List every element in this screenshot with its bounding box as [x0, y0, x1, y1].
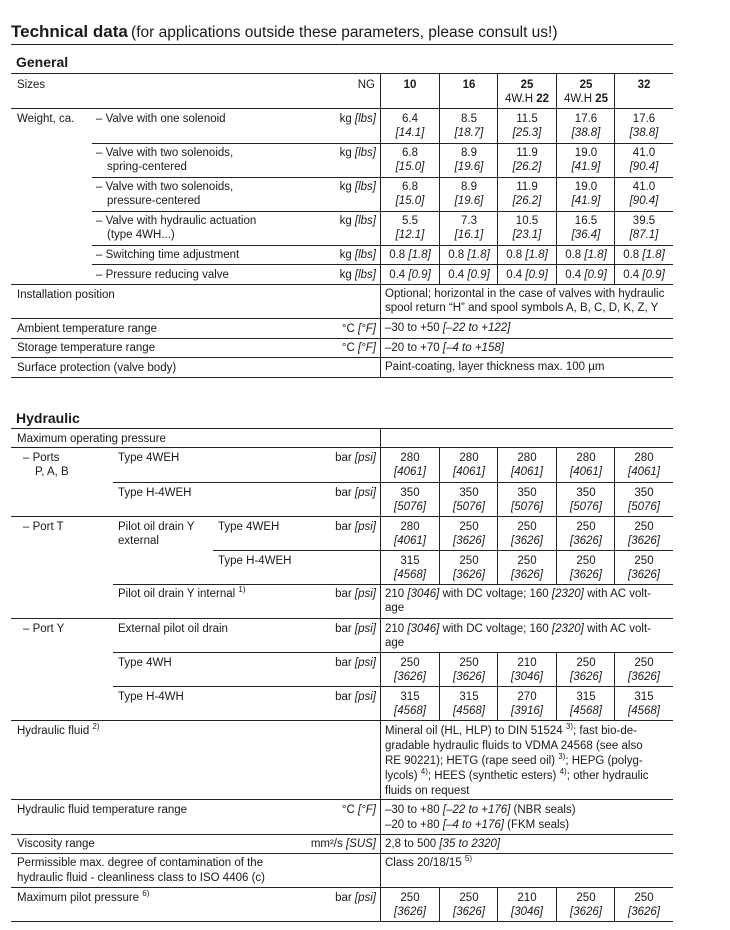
- divider: [92, 143, 673, 144]
- weight-cell: 8.5 [18.7]: [454, 113, 484, 139]
- column-divider: [614, 516, 615, 584]
- weight-desc: – Valve with two solenoids,: [96, 181, 234, 193]
- storage-value: –20 to +70 [–4 to +158]: [385, 342, 504, 354]
- weight-cell: 41.0 [90.4]: [629, 147, 659, 173]
- weight-cell: 19.0 [41.9]: [571, 181, 601, 207]
- weight-cell: 8.9 [19.6]: [454, 147, 484, 173]
- max-operating-pressure: Maximum operating pressure: [17, 433, 166, 445]
- pilot-max-cell: 250 [3626]: [570, 892, 602, 918]
- unit-bar-psi: bar [psi]: [335, 452, 376, 464]
- unit-bar-psi: bar [psi]: [335, 623, 376, 635]
- weight-cell: 19.0 [41.9]: [571, 147, 601, 173]
- weight-label: Weight, ca.: [17, 113, 75, 125]
- switching-label: – Switching time adjustment: [96, 249, 240, 261]
- port-t-label: – Port T: [23, 521, 64, 533]
- viscosity-label: Viscosity range: [17, 838, 95, 850]
- divider: [11, 887, 673, 888]
- unit-bar-psi: bar [psi]: [335, 588, 376, 600]
- t-4weh-cell: 250 [3626]: [453, 521, 485, 547]
- unit-c-f: °C [°F]: [341, 323, 376, 335]
- ports-pab-label: – Ports: [23, 452, 60, 464]
- fluid-line-2: gradable hydraulic fluids to VDMA 24568 (see also: [385, 740, 643, 752]
- installation-value-1: Optional; horizontal in the case of valves with hydraulic: [385, 288, 665, 300]
- sizes-label: Sizes: [17, 79, 46, 91]
- pilot-internal-label: Pilot oil drain Y internal $^{1)}$: [118, 585, 246, 600]
- weight-desc: – Valve with hydraulic actuation: [96, 215, 257, 227]
- section-general: General: [16, 54, 69, 70]
- column-divider: [380, 73, 381, 377]
- t-4weh-cell: 250 [3626]: [628, 521, 660, 547]
- viscosity-value: 2,8 to 500 [35 to 2320]: [385, 838, 501, 850]
- reducing-cell: 0.4 [0.9]: [389, 269, 431, 281]
- surface-label: Surface protection (valve body): [17, 362, 177, 374]
- ports-pab-label-2: P, A, B: [35, 466, 69, 478]
- column-divider: [497, 73, 498, 284]
- divider: [113, 584, 673, 585]
- unit-c-f: °C [°F]: [341, 804, 376, 816]
- y-h4wh-cell: 315 [4568]: [453, 691, 485, 717]
- column-divider: [556, 447, 557, 516]
- pab-4weh-cell: 280 [4061]: [394, 452, 426, 478]
- weight-cell: 41.0 [90.4]: [629, 181, 659, 207]
- reducing-cell: 0.4 [0.9]: [506, 269, 548, 281]
- weight-desc-2: pressure-centered: [107, 195, 201, 207]
- weight-desc-2: spring-centered: [107, 161, 187, 173]
- column-divider: [497, 887, 498, 921]
- t-h4weh-cell: 250 [3626]: [453, 555, 485, 581]
- column-divider: [497, 652, 498, 720]
- unit-kg-lbs: kg [lbs]: [339, 113, 376, 125]
- divider: [11, 447, 673, 448]
- column-divider: [439, 652, 440, 720]
- fluid-line-4: lycols) $^{4)}$; HEES (synthetic esters) $^{4)}$; other hydraulic: [385, 767, 649, 782]
- type-4weh: Type 4WEH: [118, 452, 180, 464]
- pilot-internal-value: 210 [3046] with DC voltage; 160 [2320] with AC volt-: [385, 588, 651, 600]
- weight-cell: 10.5 [23.1]: [512, 215, 542, 241]
- type-h4weh: Type H-4WEH: [118, 487, 192, 499]
- column-divider: [556, 73, 557, 284]
- pilot-y-external: Pilot oil drain Y: [118, 521, 195, 533]
- contamination-label: Permissible max. degree of contamination of the: [17, 857, 264, 869]
- type-4weh-t: Type 4WEH: [218, 521, 280, 533]
- ambient-value: –30 to +50 [–22 to +122]: [385, 322, 511, 334]
- fluid-temp-2: –20 to +80 [–4 to +176] (FKM seals): [385, 819, 570, 831]
- divider: [11, 618, 673, 619]
- switching-cell: 0.8 [1.8]: [623, 249, 665, 261]
- unit-bar-psi: bar [psi]: [335, 521, 376, 533]
- switching-cell: 0.8 [1.8]: [389, 249, 431, 261]
- type-4wh: Type 4WH: [118, 657, 172, 669]
- switching-cell: 0.8 [1.8]: [448, 249, 490, 261]
- switching-cell: 0.8 [1.8]: [565, 249, 607, 261]
- title-main: Technical data: [11, 22, 128, 41]
- weight-desc: – Valve with one solenoid: [96, 113, 226, 125]
- pab-4weh-cell: 280 [4061]: [570, 452, 602, 478]
- pab-h4weh-cell: 350 [5076]: [570, 487, 602, 513]
- t-h4weh-cell: 315 [4568]: [394, 555, 426, 581]
- unit-bar-psi: bar [psi]: [335, 691, 376, 703]
- storage-label: Storage temperature range: [17, 342, 156, 354]
- size-2: 25 4W.H 22: [504, 79, 550, 105]
- type-h4wh: Type H-4WH: [118, 691, 184, 703]
- ext-pilot-value-2: age: [385, 637, 405, 649]
- pilot-max-cell: 250 [3626]: [628, 892, 660, 918]
- installation-value-2: spool return “H” and spool symbols A, B, C, D, K, Z, Y: [385, 302, 659, 314]
- divider: [92, 177, 673, 178]
- weight-cell: 6.8 [15.0]: [395, 181, 425, 207]
- divider: [113, 482, 673, 483]
- divider: [11, 853, 673, 854]
- unit-kg-lbs: kg [lbs]: [339, 147, 376, 159]
- t-h4weh-cell: 250 [3626]: [511, 555, 543, 581]
- divider: [11, 284, 673, 285]
- column-divider: [556, 887, 557, 921]
- size-0: 10: [403, 79, 417, 91]
- pab-4weh-cell: 280 [4061]: [453, 452, 485, 478]
- surface-value: Paint-coating, layer thickness max. 100 µm: [385, 361, 605, 373]
- fluid-temp-label: Hydraulic fluid temperature range: [17, 804, 188, 816]
- unit-bar-psi: bar [psi]: [335, 892, 376, 904]
- fluid-line-5: fluids on request: [385, 785, 470, 797]
- installation-label: Installation position: [17, 289, 115, 301]
- unit-kg-lbs: kg [lbs]: [339, 269, 376, 281]
- ext-pilot-label: External pilot oil drain: [118, 623, 228, 635]
- contamination-value: Class 20/18/15 $^{5)}$: [385, 854, 473, 869]
- pab-h4weh-cell: 350 [5076]: [394, 487, 426, 513]
- unit-bar-psi: bar [psi]: [335, 657, 376, 669]
- divider: [11, 720, 673, 721]
- y-h4wh-cell: 315 [4568]: [628, 691, 660, 717]
- weight-cell: 6.8 [15.0]: [395, 147, 425, 173]
- column-divider: [439, 447, 440, 516]
- t-h4weh-cell: 250 [3626]: [570, 555, 602, 581]
- column-divider: [439, 516, 440, 584]
- divider: [11, 799, 673, 800]
- reducing-cell: 0.4 [0.9]: [623, 269, 665, 281]
- divider: [11, 338, 673, 339]
- pilot-max-cell: 210 [3046]: [511, 892, 543, 918]
- unit-kg-lbs: kg [lbs]: [339, 249, 376, 261]
- size-4: 32: [637, 79, 651, 91]
- divider: [213, 550, 673, 551]
- column-divider: [614, 652, 615, 720]
- y-4wh-cell: 250 [3626]: [570, 657, 602, 683]
- weight-cell: 5.5 [12.1]: [395, 215, 425, 241]
- y-4wh-cell: 250 [3626]: [628, 657, 660, 683]
- unit-kg-lbs: kg [lbs]: [339, 181, 376, 193]
- weight-cell: 16.5 [36.4]: [571, 215, 601, 241]
- weight-desc: – Valve with two solenoids,: [96, 147, 234, 159]
- size-1: 16: [462, 79, 476, 91]
- reducing-cell: 0.4 [0.9]: [448, 269, 490, 281]
- pab-4weh-cell: 280 [4061]: [628, 452, 660, 478]
- y-h4wh-cell: 315 [4568]: [570, 691, 602, 717]
- y-h4wh-cell: 315 [4568]: [394, 691, 426, 717]
- ng-label: NG: [357, 79, 375, 91]
- ext-pilot-value: 210 [3046] with DC voltage; 160 [2320] with AC volt-: [385, 623, 651, 635]
- y-4wh-cell: 210 [3046]: [511, 657, 543, 683]
- fluid-line-3: RE 90221); HETG (rape seed oil) $^{3)}$; HEPG (polyg-: [385, 752, 643, 767]
- switching-cell: 0.8 [1.8]: [506, 249, 548, 261]
- divider: [113, 652, 673, 653]
- divider: [11, 318, 673, 319]
- column-divider: [439, 887, 440, 921]
- unit-bar-psi: bar [psi]: [335, 487, 376, 499]
- column-divider: [556, 516, 557, 584]
- pilot-y-external-2: external: [118, 535, 159, 547]
- column-divider: [556, 652, 557, 720]
- fluid-line-1: Mineral oil (HL, HLP) to DIN 51524 $^{3)}$; fast bio-de-: [385, 722, 637, 737]
- column-divider: [614, 73, 615, 284]
- ambient-label: Ambient temperature range: [17, 323, 157, 335]
- page-title: [11, 22, 558, 42]
- unit-kg-lbs: kg [lbs]: [339, 215, 376, 227]
- column-divider: [614, 887, 615, 921]
- weight-desc-2: (type 4WH...): [107, 229, 175, 241]
- port-y-label: – Port Y: [23, 623, 65, 635]
- weight-cell: 11.9 [26.2]: [512, 181, 542, 207]
- divider: [113, 686, 673, 687]
- weight-cell: 39.5 [87.1]: [629, 215, 659, 241]
- unit-c-f: °C [°F]: [341, 342, 376, 354]
- weight-cell: 11.5 [25.3]: [512, 113, 542, 139]
- section-hydraulic: Hydraulic: [16, 410, 80, 426]
- pilot-internal-value-2: age: [385, 602, 405, 614]
- reducing-label: – Pressure reducing valve: [96, 269, 229, 281]
- weight-cell: 17.6 [38.8]: [571, 113, 601, 139]
- divider: [11, 357, 673, 358]
- type-h4weh-t: Type H-4WEH: [218, 555, 292, 567]
- fluid-temp-1: –30 to +80 [–22 to +176] (NBR seals): [385, 804, 576, 816]
- weight-cell: 7.3 [16.1]: [454, 215, 484, 241]
- divider: [11, 834, 673, 835]
- weight-cell: 11.9 [26.2]: [512, 147, 542, 173]
- pilot-max-label: Maximum pilot pressure $^{6)}$: [17, 889, 150, 904]
- y-h4wh-cell: 270 [3916]: [511, 691, 543, 717]
- size-3: 25 4W.H 25: [563, 79, 609, 105]
- unit-mm-sus: mm²/s [SUS]: [310, 838, 376, 850]
- divider: [11, 377, 673, 378]
- t-4weh-cell: 250 [3626]: [570, 521, 602, 547]
- pilot-max-cell: 250 [3626]: [453, 892, 485, 918]
- weight-cell: 17.6 [38.8]: [629, 113, 659, 139]
- divider: [11, 516, 673, 517]
- column-divider: [497, 447, 498, 516]
- t-4weh-cell: 250 [3626]: [511, 521, 543, 547]
- column-divider: [614, 447, 615, 516]
- divider: [11, 921, 673, 922]
- column-divider: [439, 73, 440, 284]
- divider: [92, 264, 673, 265]
- pab-h4weh-cell: 350 [5076]: [628, 487, 660, 513]
- t-4weh-cell: 280 [4061]: [394, 521, 426, 547]
- divider: [92, 245, 673, 246]
- column-divider: [497, 516, 498, 584]
- t-h4weh-cell: 250 [3626]: [628, 555, 660, 581]
- weight-cell: 6.4 [14.1]: [395, 113, 425, 139]
- pab-h4weh-cell: 350 [5076]: [511, 487, 543, 513]
- pab-h4weh-cell: 350 [5076]: [453, 487, 485, 513]
- hydraulic-fluid-label: Hydraulic fluid $^{2)}$: [17, 722, 100, 737]
- contamination-label-2: hydraulic fluid - cleanliness class to ISO 4406 (c): [17, 872, 265, 884]
- y-4wh-cell: 250 [3626]: [394, 657, 426, 683]
- title-rest: (for applications outside these parameters, please consult us!): [131, 24, 558, 41]
- weight-cell: 8.9 [19.6]: [454, 181, 484, 207]
- column-divider: [380, 428, 381, 921]
- y-4wh-cell: 250 [3626]: [453, 657, 485, 683]
- pilot-max-cell: 250 [3626]: [394, 892, 426, 918]
- reducing-cell: 0.4 [0.9]: [565, 269, 607, 281]
- divider: [92, 211, 673, 212]
- pab-4weh-cell: 280 [4061]: [511, 452, 543, 478]
